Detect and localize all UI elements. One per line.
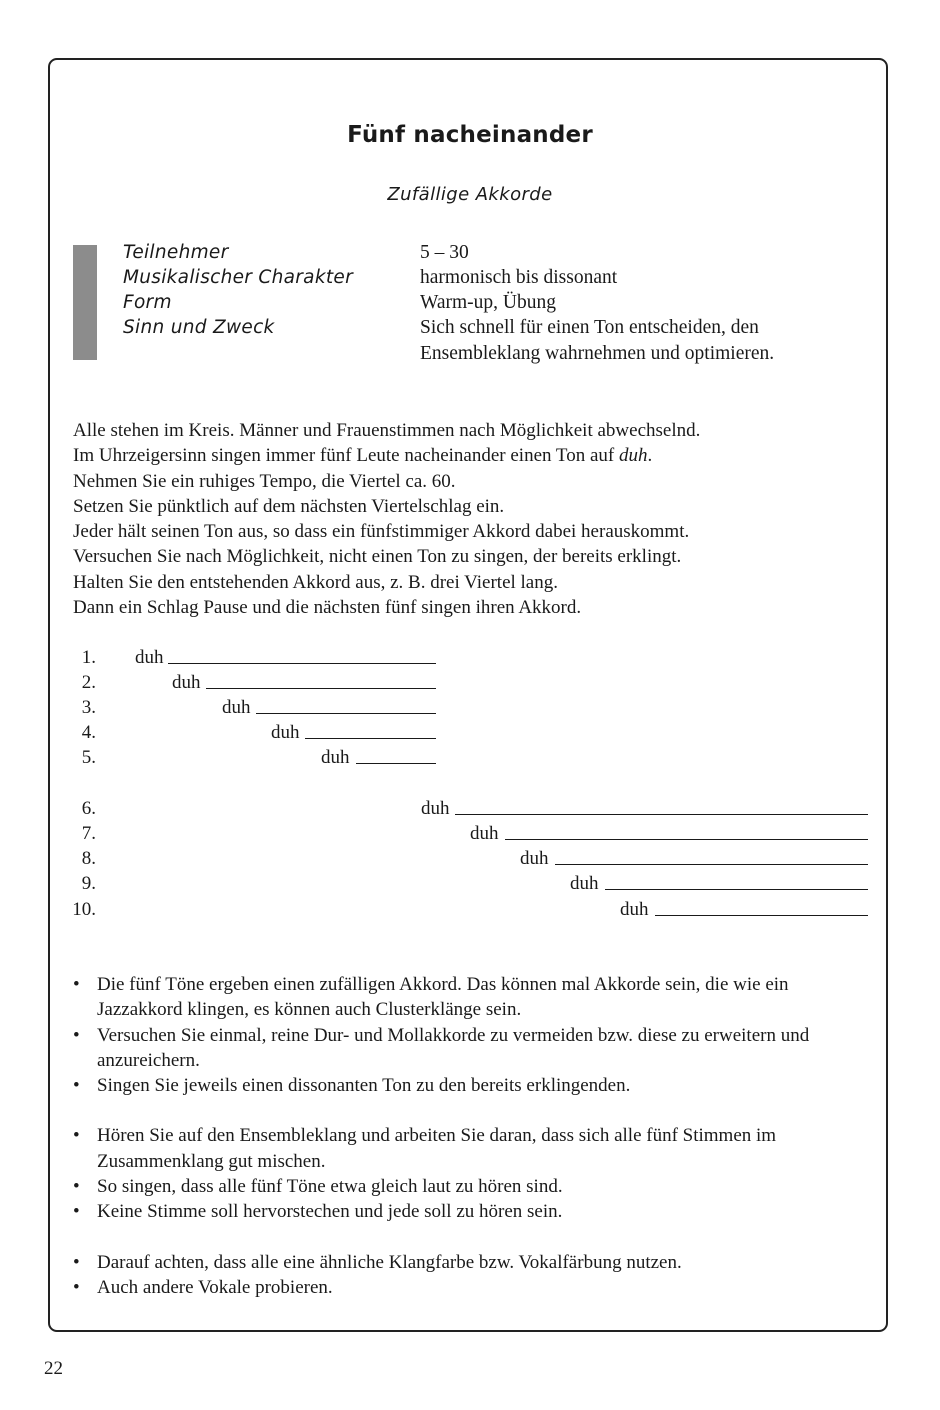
info-label: Sinn und Zweck: [123, 317, 275, 338]
sustain-line: [605, 889, 868, 890]
info-label: Teilnehmer: [123, 242, 229, 263]
score-number: 5.: [81, 747, 96, 768]
score-number: 6.: [81, 798, 96, 819]
sustain-line: [655, 915, 868, 916]
score-syllable: duh: [570, 873, 599, 894]
sustain-line: [168, 663, 436, 664]
instruction-line: Setzen Sie pünktlich auf dem nächsten Viertelschlag ein.: [73, 495, 505, 517]
instruction-line: Alle stehen im Kreis. Männer und Frauenstimmen nach Möglichkeit abwechselnd.: [73, 420, 701, 441]
sustain-line: [206, 688, 436, 689]
sustain-line: [305, 738, 436, 739]
tip-item: • So singen, dass alle fünf Töne etwa gleich laut zu hören sind.: [73, 1174, 863, 1199]
score-row: [0, 720, 940, 745]
score-row: [0, 871, 940, 896]
info-value: Sich schnell für einen Ton entscheiden, den Ensembleklang wahrnehmen und optimieren.: [420, 317, 775, 364]
instructions-paragraph: [73, 418, 873, 620]
score-syllable: duh: [470, 823, 499, 844]
score-row: [0, 796, 940, 821]
score-number: 1.: [81, 647, 96, 668]
score-syllable: duh: [620, 899, 649, 920]
score-row: [0, 897, 940, 922]
tip-item: • Darauf achten, dass alle eine ähnliche Klangfarbe bzw. Vokalfärbung nutzen.: [73, 1250, 863, 1275]
info-value: 5 – 30: [420, 242, 469, 263]
instruction-line: Nehmen Sie ein ruhiges Tempo, die Viertel ca. 60.: [73, 470, 456, 492]
score-row: [0, 821, 940, 846]
score-syllable: duh: [135, 647, 164, 668]
sustain-line: [555, 864, 868, 865]
score-number: 8.: [81, 848, 96, 869]
tip-item: • Auch andere Vokale probieren.: [73, 1275, 863, 1300]
score-number: 3.: [81, 697, 96, 718]
page-number: 22: [44, 1358, 63, 1379]
sustain-line: [356, 763, 436, 764]
score-number: 9.: [81, 873, 96, 894]
emphasis-duh: duh: [618, 445, 648, 467]
tip-item: • Die fünf Töne ergeben einen zufälligen Akkord. Das können mal Akkorde sein, die wie ein Jazzakkord klingen, es können auch Clusterklänge sein.: [73, 972, 863, 1023]
score-syllable: duh: [222, 697, 251, 718]
tip-item: • Versuchen Sie einmal, reine Dur- und Mollakkorde zu vermeiden bzw. diese zu erweitern und anzureichern.: [73, 1023, 863, 1074]
info-label: Form: [123, 292, 172, 313]
score-number: 7.: [81, 823, 96, 844]
score-row: [0, 695, 940, 720]
tips-list: [73, 972, 863, 1300]
info-label: Musikalischer Charakter: [123, 267, 353, 288]
info-row-purpose: [0, 315, 940, 364]
tip-item: • Keine Stimme soll hervorstechen und jede soll zu hören sein.: [73, 1199, 863, 1224]
instruction-line: Jeder hält seinen Ton aus, so dass ein fünfstimmiger Akkord dabei herauskommt.: [73, 521, 690, 543]
score-row: [0, 645, 940, 670]
score-number: 2.: [81, 672, 96, 693]
info-value: harmonisch bis dissonant: [420, 267, 618, 288]
page-subtitle: Zufällige Akkorde: [387, 184, 553, 205]
info-row-form: [0, 290, 940, 315]
instruction-line: Im Uhrzeigersinn singen immer fünf Leute nacheinander einen Ton auf duh.: [73, 445, 653, 467]
score-syllable: duh: [321, 747, 350, 768]
sustain-line: [256, 713, 436, 714]
info-row-participants: [0, 240, 940, 265]
score-number: 10.: [72, 899, 96, 920]
score-syllable: duh: [271, 722, 300, 743]
sustain-line: [455, 814, 868, 815]
score-row: [0, 846, 940, 871]
sustain-line: [505, 839, 868, 840]
score-syllable: duh: [421, 798, 450, 819]
page-title: Fünf nacheinander: [347, 122, 593, 148]
tip-item: • Hören Sie auf den Ensembleklang und arbeiten Sie daran, dass sich alle fünf Stimmen im Zusammenklang gut mischen.: [73, 1123, 863, 1174]
instruction-line: Dann ein Schlag Pause und die nächsten fünf singen ihren Akkord.: [73, 597, 582, 619]
tip-item: • Singen Sie jeweils einen dissonanten Ton zu den bereits erklingenden.: [73, 1073, 863, 1098]
score-syllable: duh: [520, 848, 549, 869]
instruction-line: Versuchen Sie nach Möglichkeit, nicht einen Ton zu singen, der bereits erklingt.: [73, 546, 682, 568]
info-row-character: [0, 265, 940, 290]
score-syllable: duh: [172, 672, 201, 693]
instruction-line: Halten Sie den entstehenden Akkord aus, z. B. drei Viertel lang.: [73, 571, 558, 593]
score-row: [0, 670, 940, 695]
score-row: [0, 745, 940, 770]
score-number: 4.: [81, 722, 96, 743]
info-value: Warm-up, Übung: [420, 292, 556, 313]
